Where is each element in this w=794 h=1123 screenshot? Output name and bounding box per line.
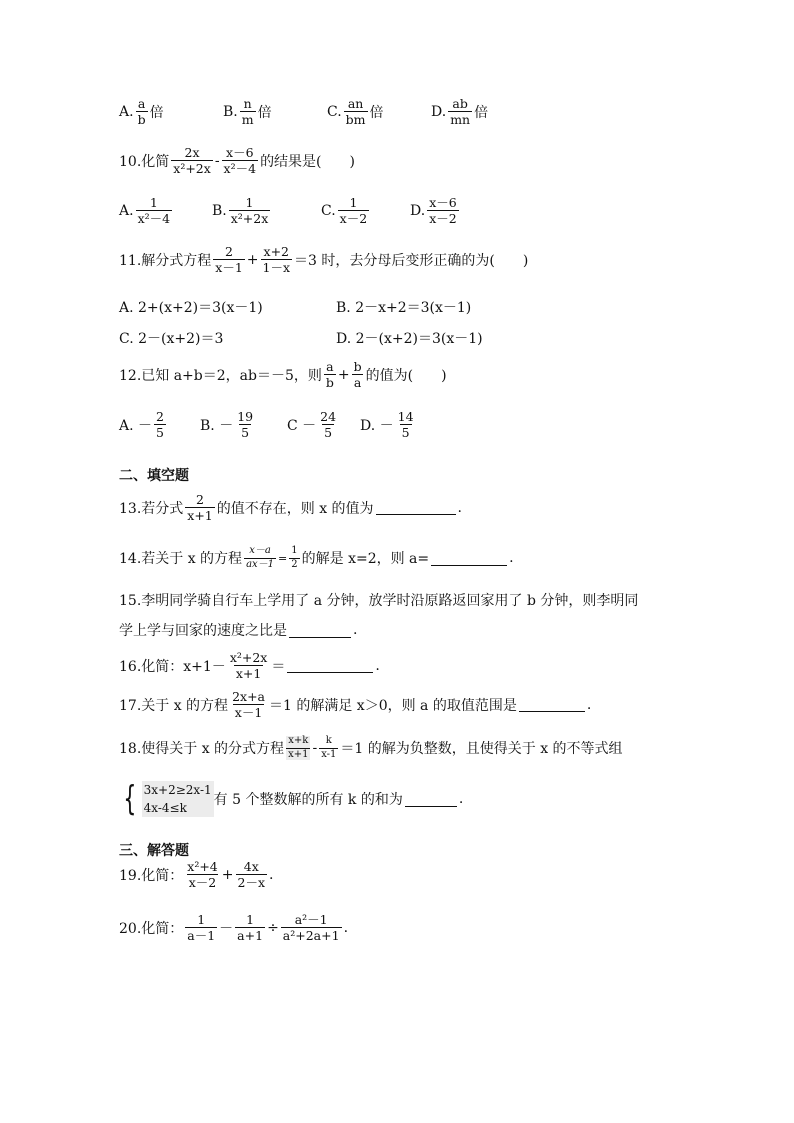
fraction: $\frac{14}{5}$ bbox=[397, 409, 414, 441]
fraction: $\frac{x+k}{x+1}$ bbox=[288, 735, 309, 760]
left-brace-icon: { bbox=[123, 779, 137, 819]
fraction: $\frac{1}{x-2}$ bbox=[339, 195, 368, 227]
q9-option-b: B. $\frac{n}{m}$ 倍 bbox=[223, 96, 272, 128]
fraction: $\frac{19}{5}$ bbox=[237, 409, 254, 441]
fraction: $\frac{2}{5}$ bbox=[156, 409, 164, 441]
q11-option-b: B. 2－x+2＝3(x－1) bbox=[336, 300, 472, 316]
fraction: $\frac{24}{5}$ bbox=[320, 409, 337, 441]
fraction: $\frac{2}{x+1}$ bbox=[187, 492, 213, 524]
question-20: 20.化简： $\frac{1}{a-1}$ － $\frac{1}{a+1}$ ÷ $\frac{\text{a²－1}}{\text{a²+2a+1}}$ . bbox=[119, 912, 349, 944]
q10-option-b: B. $\frac{1}{\text{x²+2x}}$ bbox=[212, 195, 269, 227]
q9-option-c: C. $\frac{an}{bm}$ 倍 bbox=[327, 96, 384, 128]
fraction: $\frac{\text{a²－1}}{\text{a²+2a+1}}$ bbox=[282, 912, 340, 944]
question-14: 14.若关于 x 的方程 $\frac{x-a}{ax-1}$ = $\frac{1}{2}$ 的解是 x=2，则 a= . bbox=[119, 545, 514, 570]
fraction: $\frac{2x+a}{x-1}$ bbox=[232, 689, 265, 721]
question-11: 11.解分式方程 $\frac{2}{x-1}$ + $\frac{x+2}{1-x}$ ＝3 时，去分母后变形正确的为( ) bbox=[119, 244, 529, 276]
q10-option-a: A. $\frac{1}{\text{x²－4}}$ bbox=[119, 195, 171, 227]
q12-option-c: C － $\frac{24}{5}$ bbox=[287, 409, 337, 441]
question-18-line-1: 18.使得关于 x 的分式方程 $\frac{x+k}{x+1}$ - $\frac{k}{x-1}$ ＝1 的解为负整数，且使得关于 x 的不等式组 bbox=[119, 735, 623, 760]
q10-option-c: C. $\frac{1}{x-2}$ bbox=[321, 195, 368, 227]
inequality-system: { 3x+2≥2x-1 4x-4≤k bbox=[123, 779, 212, 819]
fraction: $\frac{x-a}{ax-1}$ bbox=[246, 545, 275, 570]
question-15-line-1: 15.李明同学骑自行车上学用了 a 分钟，放学时沿原路返回家用了 b 分钟，则李明同 bbox=[119, 593, 639, 609]
fraction: $\frac{1}{\text{x²－4}}$ bbox=[137, 195, 171, 227]
answer-blank[interactable] bbox=[405, 792, 457, 807]
fraction: $\frac{x-6}{\text{x²－4}}$ bbox=[223, 145, 257, 177]
fraction: $\frac{2}{x-1}$ bbox=[215, 244, 243, 276]
question-19: 19.化简： $\frac{\text{x²+4}}{x-2}$ + $\frac{4x}{2-x}$ . bbox=[119, 859, 274, 891]
fraction: $\frac{x-6}{x-2}$ bbox=[429, 195, 457, 227]
fraction: $\frac{\text{x²+2x}}{x+1}$ bbox=[229, 650, 268, 682]
fraction: $\frac{1}{2}$ bbox=[291, 545, 298, 570]
fraction: $\frac{1}{\text{x²+2x}}$ bbox=[230, 195, 269, 227]
fraction: $\frac{k}{x-1}$ bbox=[321, 735, 337, 760]
fraction: $\frac{4x}{2-x}$ bbox=[237, 859, 266, 891]
q9-option-d: D. $\frac{ab}{mn}$ 倍 bbox=[431, 96, 489, 128]
fraction: $\frac{an}{bm}$ bbox=[345, 96, 366, 128]
q9-option-a: A. $\frac{a}{b}$ 倍 bbox=[119, 96, 164, 128]
answer-blank[interactable] bbox=[289, 623, 351, 638]
q11-option-a: A. 2+(x+2)＝3(x－1) bbox=[119, 300, 263, 316]
fraction: $\frac{ab}{mn}$ bbox=[450, 96, 471, 128]
fraction: $\frac{a}{b}$ bbox=[137, 96, 146, 128]
question-15-line-2: 学上学与回家的速度之比是 . bbox=[119, 622, 358, 639]
section-heading-fill-in: 二、填空题 bbox=[119, 468, 189, 484]
answer-blank[interactable] bbox=[376, 500, 456, 515]
fraction: $\frac{n}{m}$ bbox=[241, 96, 254, 128]
question-12: 12.已知 a+b＝2，ab＝－5，则 $\frac{a}{b}$ + $\frac{b}{a}$ 的值为( ) bbox=[119, 359, 447, 391]
fraction: $\frac{1}{a+1}$ bbox=[237, 912, 264, 944]
answer-blank[interactable] bbox=[519, 697, 585, 712]
q11-option-c: C. 2－(x+2)＝3 bbox=[119, 331, 224, 347]
question-13: 13.若分式 $\frac{2}{x+1}$ 的值不存在，则 x 的值为 . bbox=[119, 492, 462, 524]
question-10: 10.化简 $\frac{2x}{\text{x²+2x}}$ - $\frac{x-6}{\text{x²－4}}$ 的结果是( ) bbox=[119, 145, 355, 177]
answer-blank[interactable] bbox=[431, 551, 507, 566]
section-heading-solve: 三、解答题 bbox=[119, 843, 189, 859]
fraction: $\frac{\text{x²+4}}{x-2}$ bbox=[187, 859, 218, 891]
fraction: $\frac{a}{b}$ bbox=[325, 359, 334, 391]
q12-option-b: B. － $\frac{19}{5}$ bbox=[200, 409, 254, 441]
answer-blank[interactable] bbox=[287, 658, 373, 673]
fraction: $\frac{b}{a}$ bbox=[353, 359, 362, 391]
fraction: $\frac{x+2}{1-x}$ bbox=[262, 244, 291, 276]
q12-option-d: D. － $\frac{14}{5}$ bbox=[360, 409, 414, 441]
question-18-line-2: { 3x+2≥2x-1 4x-4≤k 有 5 个整数解的所有 k 的和为 . bbox=[119, 781, 463, 817]
q10-option-d: D. $\frac{x-6}{x-2}$ bbox=[410, 195, 457, 227]
q12-option-a: A. － $\frac{2}{5}$ bbox=[119, 409, 164, 441]
fraction: $\frac{1}{a-1}$ bbox=[187, 912, 216, 944]
fraction: $\frac{2x}{\text{x²+2x}}$ bbox=[173, 145, 211, 177]
question-16: 16.化简：x+1－ $\frac{\text{x²+2x}}{x+1}$ ＝ . bbox=[119, 650, 380, 682]
q11-option-d: D. 2－(x+2)＝3(x－1) bbox=[336, 331, 483, 347]
question-17: 17.关于 x 的方程 $\frac{2x+a}{x-1}$ ＝1 的解满足 x＞0，则 a 的取值范围是 . bbox=[119, 689, 592, 721]
